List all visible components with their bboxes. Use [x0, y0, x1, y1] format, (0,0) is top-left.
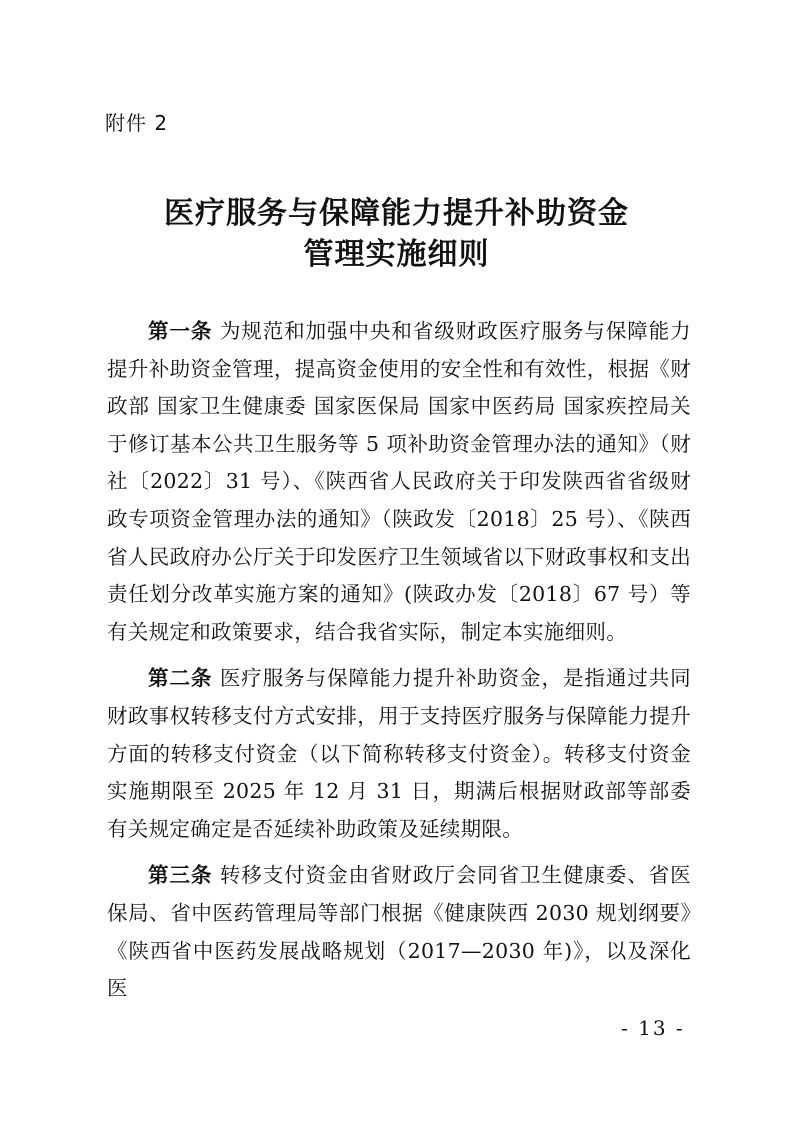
article-2-label: 第二条 — [148, 666, 213, 691]
article-1-label: 第一条 — [148, 319, 213, 343]
article-1-text: 为规范和加强中央和省级财政医疗服务与保障能力提升补助资金管理，提高资金使用的安全性和有效性，根据《财政部 国家卫生健康委 国家医保局 国家中医药局 国家疾控局关于修订基本公共卫生服务等 5 项补助资金管理办法的通知》（财社〔2022〕31 号）、《陕西省人民政府关于印发陕西省省级财政专项资金管理办法的通知》（陕政发〔2018〕25 号）、《陕西省人民政府办公厅关于印发医疗卫生领域省以下财政事权和支出责任划分改革实施方案的通知》(陕政办发〔2018〕67 号）等有关规定和政策要求，结合我省实际，制定本实施细则。 — [107, 319, 691, 644]
article-2 — [107, 660, 691, 848]
article-1 — [107, 313, 691, 651]
attachment-label: 附件 2 — [105, 111, 169, 135]
document-title-line-1: 医疗服务与保障能力提升补助资金 — [164, 196, 629, 231]
article-2-text: 医疗服务与保障能力提升补助资金，是指通过共同财政事权转移支付方式安排，用于支持医疗服务与保障能力提升方面的转移支付资金（以下简称转移支付资金）。转移支付资金实施期限至 2025 年 12 月 31 日，期满后根据财政部等部委有关规定确定是否延续补助政策及延续期限。 — [107, 666, 691, 841]
article-3-text: 转移支付资金由省财政厅会同省卫生健康委、省医保局、省中医药管理局等部门根据《健康陕西 2030 规划纲要》《陕西省中医药发展战略规划（2017—2030 年)》，以及深化医 — [107, 863, 691, 1001]
document-title-line-2: 管理实施细则 — [303, 237, 490, 272]
article-3 — [107, 857, 691, 1007]
article-3-label: 第三条 — [148, 863, 213, 888]
document-body — [107, 313, 691, 1017]
page-number: - 13 - — [621, 1016, 685, 1040]
